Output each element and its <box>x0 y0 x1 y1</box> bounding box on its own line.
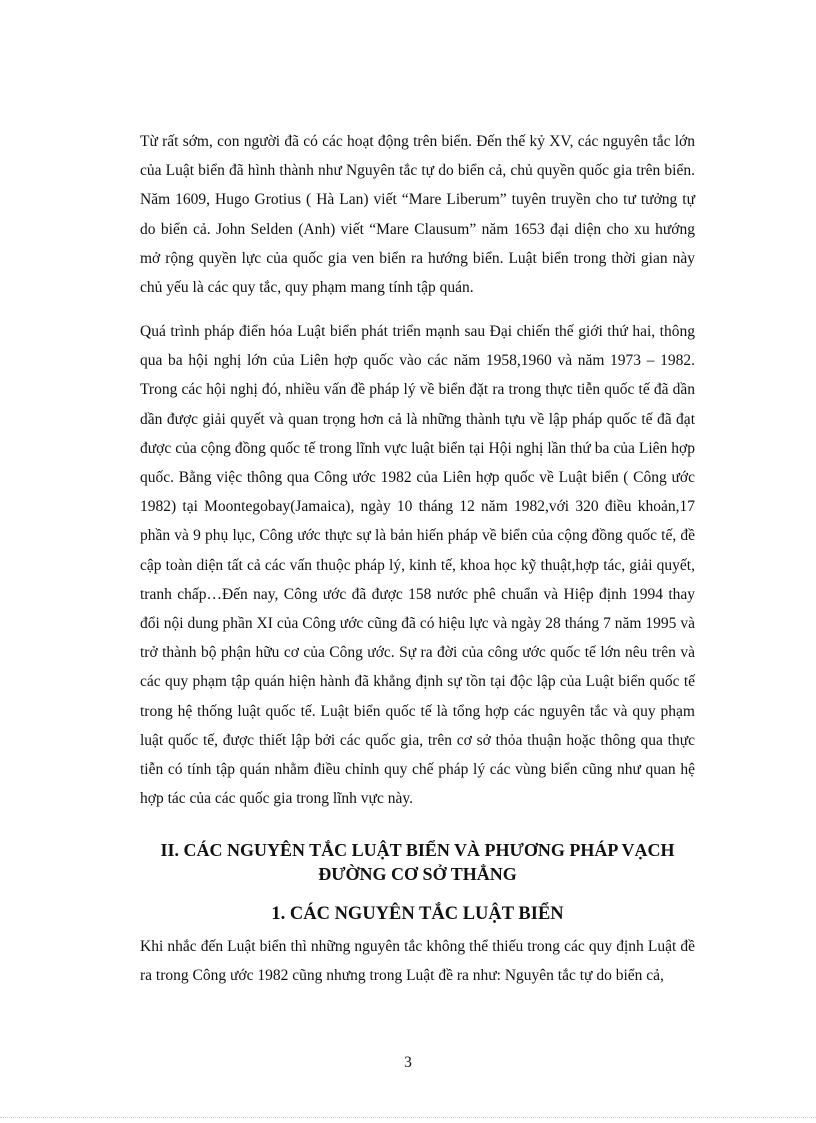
paragraph-codification <box>140 317 695 813</box>
subsection-heading: 1. CÁC NGUYÊN TẮC LUẬT BIỂN <box>271 904 564 924</box>
paragraph-principles <box>140 932 695 990</box>
paragraph-text: Từ rất sớm, con người đã có các hoạt động trên biển. Đến thế kỷ XV, các nguyên tắc lớn của Luật biển đã hình thành như Nguyên tắc tự do biển cả, chủ quyền quốc gia trên biển. Năm 1609, Hugo Grotius ( Hà Lan) viết “Mare Liberum” tuyên truyền cho tư tưởng tự do biển cả. John Selden (Anh) viết “Mare Clausum” năm 1653 đại diện cho xu hướng mở rộng quyền lực của quốc gia ven biển ra hướng biển. Luật biển trong thời gian này chủ yếu là các quy tắc, quy phạm mang tính tập quán. <box>140 133 695 297</box>
paragraph-intro <box>140 127 695 302</box>
section-heading <box>120 838 715 886</box>
section-heading-line-2: ĐƯỜNG CƠ SỞ THẲNG <box>318 864 517 884</box>
section-heading-line-1: II. CÁC NGUYÊN TẮC LUẬT BIỂN VÀ PHƯƠNG PHÁP VẠCH <box>160 840 675 860</box>
page-bottom-divider <box>0 1117 816 1118</box>
paragraph-text: Khi nhắc đến Luật biển thì những nguyên tắc không thể thiếu trong các quy định Luật đề ra trong Công ước 1982 cũng nhưng trong Luật đề ra như: Nguyên tắc tự do biển cả, <box>140 938 695 985</box>
page-number: 3 <box>404 1054 412 1071</box>
paragraph-text: Quá trình pháp điển hóa Luật biển phát triển mạnh sau Đại chiến thế giới thứ hai, thông qua ba hội nghị lớn của Liên hợp quốc vào các năm 1958,1960 và năm 1973 – 1982. Trong các hội nghị đó, nhiều vấn đề pháp lý về biển đặt ra trong thực tiễn quốc tế đã dần dần được giải quyết và quan trọng hơn cả là những thành tựu về lập pháp quốc tế đã đạt được của cộng đồng quốc tế trong lĩnh vực luật biển tại Hội nghị lần thứ ba của Liên hợp quốc. Bằng việc thông qua Công ước 1982 của Liên hợp quốc về Luật biển ( Công ước 1982) tại Moontegobay(Jamaica), ngày 10 tháng 12 năm 1982,với 320 điều khoản,17 phần và 9 phụ lục, Công ước thực sự là bản hiến pháp về biển của cộng đồng quốc tế, đề cập toàn diện tất cả các vấn thuộc pháp lý, kinh tế, khoa học kỹ thuật,hợp tác, giải quyết, tranh chấp…Đến nay, Công ước đã được 158 nước phê chuẩn và Hiệp định 1994 thay đổi nội dung phần XI của Công ước cũng đã có hiệu lực và ngày 28 tháng 7 năm 1995 và trở thành bộ phận hữu cơ của Công ước. Sự ra đời của công ước quốc tế lớn nêu trên và các quy phạm tập quán hiện hành đã khẳng định sự tồn tại độc lập của Luật biển quốc tế trong hệ thống luật quốc tế. Luật biển quốc tế là tổng hợp các nguyên tắc và quy phạm luật quốc tế, được thiết lập bởi các quốc gia, trên cơ sở thỏa thuận hoặc thông qua thực tiễn có tính tập quán nhằm điều chỉnh quy chế pháp lý các vùng biển cũng như quan hệ hợp tác của các quốc gia trong lĩnh vực này. <box>140 323 695 808</box>
